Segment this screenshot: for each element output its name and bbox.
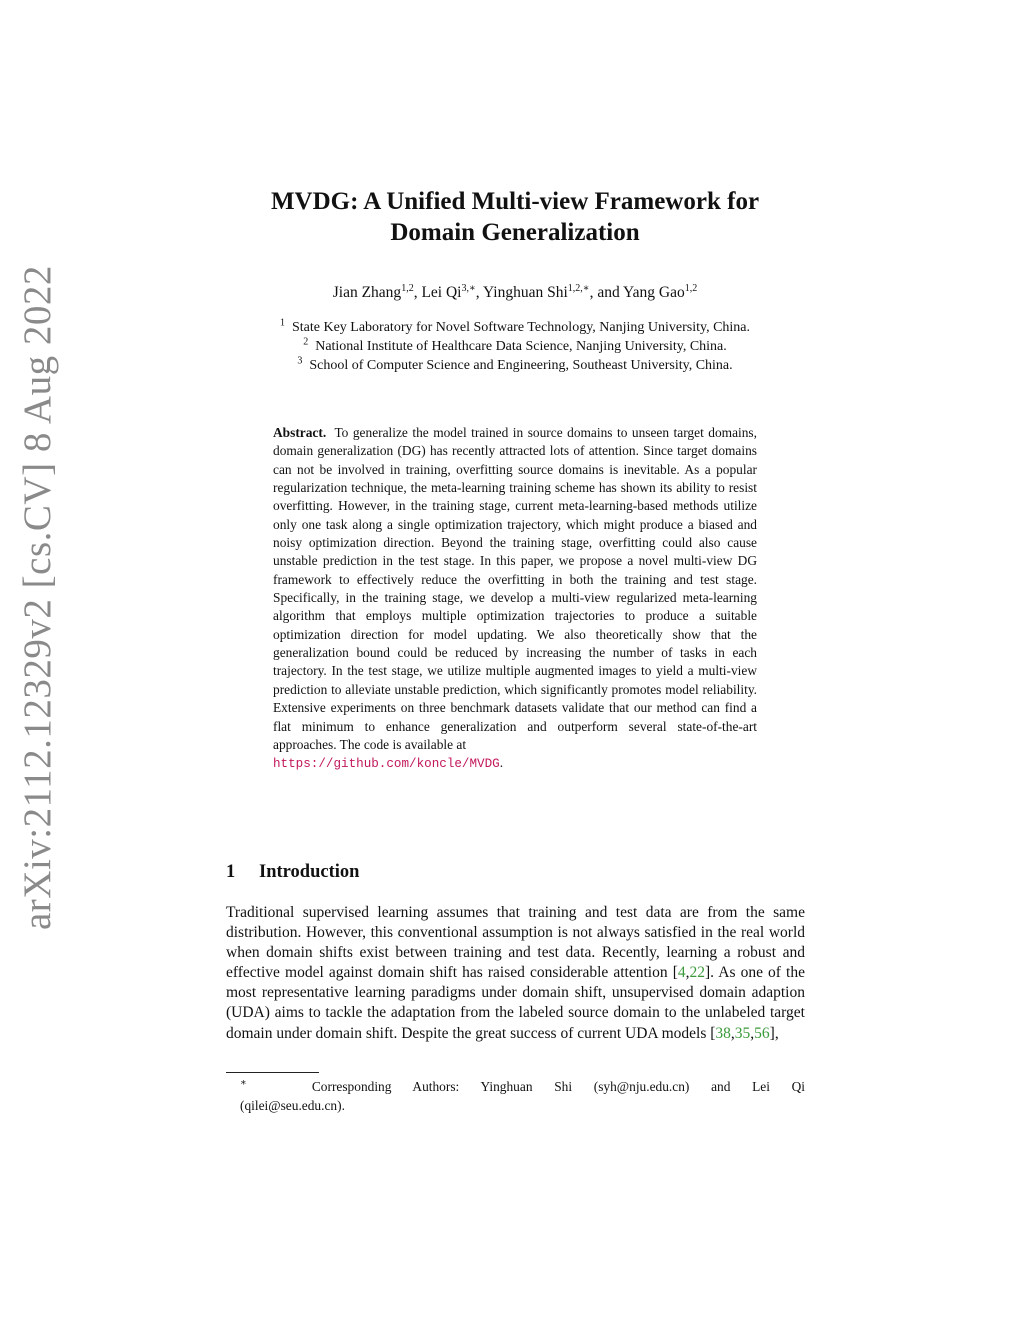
affiliation-number: 2 bbox=[303, 336, 309, 348]
code-repository-link[interactable]: https://github.com/koncle/MVDG bbox=[273, 757, 500, 772]
affiliation-item bbox=[200, 356, 830, 375]
affiliation-text: School of Computer Science and Engineering, Southeast University, China. bbox=[309, 358, 733, 373]
footnote-text: Corresponding Authors: Yinghuan Shi (syh@nju.edu.cn) and Lei Qi bbox=[311, 1079, 805, 1094]
author-name: Yinghuan Shi bbox=[482, 284, 568, 301]
affiliation-number: 1 bbox=[279, 317, 285, 329]
author-affiliation-mark: 3,∗ bbox=[461, 282, 476, 294]
author-name: Lei Qi bbox=[421, 284, 462, 301]
affiliation-list bbox=[200, 318, 830, 375]
author-affiliation-mark: 1,2,∗ bbox=[567, 282, 590, 294]
author-name: Jian Zhang bbox=[332, 284, 402, 301]
abstract-tail: . bbox=[499, 755, 504, 771]
citation-link[interactable]: 56 bbox=[754, 1024, 770, 1042]
author-separator: , and bbox=[589, 284, 624, 301]
footnote-marker: ∗ bbox=[240, 1077, 247, 1089]
affiliation-text: State Key Laboratory for Novel Software Technology, Nanjing University, China. bbox=[291, 320, 751, 335]
citation-link[interactable]: 4 bbox=[677, 964, 686, 982]
affiliation-item bbox=[200, 318, 830, 337]
paragraph-text: Traditional supervised learning assumes that training and test data are from the same distribution. However, this conventional assumption is not always satisfied in the real world when domain shifts exist between training and test data. Recently, learning a robust and effective model against domain shift has raised considerable attention [ bbox=[226, 904, 805, 982]
citation-separator: , bbox=[685, 964, 690, 982]
footnote-divider bbox=[226, 1072, 319, 1073]
footnote-line-2: (qilei@seu.edu.cn). bbox=[240, 1098, 345, 1113]
author-separator: , bbox=[475, 284, 483, 301]
title-line-2: Domain Generalization bbox=[390, 219, 640, 246]
citation-link[interactable]: 35 bbox=[734, 1024, 751, 1042]
citation-separator: , bbox=[750, 1024, 755, 1042]
abstract-label: Abstract. bbox=[273, 425, 327, 440]
author-affiliation-mark: 1,2 bbox=[401, 282, 414, 294]
paper-title bbox=[200, 186, 830, 248]
abstract-text: To generalize the model trained in source domains to unseen target domains, domain generalization (DG) has recently attracted lots of attention. Since target domains can not be involved in training, overfitting source domains is inevitable. As a popular regularization technique, the meta-learning training scheme has shown its ability to resist overfitting. However, in the training stage, current meta-learning-based methods utilize only one task along a single optimization trajectory, which might produce a biased and noisy optimization direction. Beyond the training stage, overfitting could also cause unstable prediction in the test stage. In this paper, we propose a novel multi-view DG framework to effectively reduce the overfitting in both the training and test stage. Specifically, in the training stage, we develop a multi-view regularized meta-learning algorithm that employs multiple optimization trajectories to produce a suitable optimization direction for model updating. We also theoretically show that the generalization bound could be reduced by increasing the number of tasks in each trajectory. In the test stage, we utilize multiple augmented images to yield a multi-view prediction to alleviate unstable prediction, which significantly promotes model reliability. Extensive experiments on three benchmark datasets validate that our method can find a flat minimum to enhance generalization and outperform several state-of-the-art approaches. The code is available at bbox=[273, 425, 757, 752]
author-list bbox=[200, 282, 830, 304]
citation-link[interactable]: 38 bbox=[715, 1024, 731, 1042]
paragraph-text: ], bbox=[769, 1024, 779, 1042]
citation-link[interactable]: 22 bbox=[689, 964, 705, 982]
arxiv-identifier-stamp: arXiv:2112.12329v2 [cs.CV] 8 Aug 2022 bbox=[16, 265, 59, 930]
section-heading-introduction bbox=[226, 860, 359, 884]
author-name: Yang Gao bbox=[623, 284, 685, 301]
affiliation-text: National Institute of Healthcare Data Science, Nanjing University, China. bbox=[315, 339, 727, 354]
abstract-block bbox=[273, 424, 757, 774]
footnote-line-1 bbox=[240, 1077, 805, 1096]
section-title: Introduction bbox=[259, 862, 360, 882]
introduction-paragraph bbox=[226, 903, 805, 1044]
citation-separator: , bbox=[730, 1024, 735, 1042]
section-number: 1 bbox=[226, 862, 236, 882]
affiliation-item bbox=[200, 337, 830, 356]
author-affiliation-mark: 1,2 bbox=[684, 282, 698, 294]
footnote bbox=[240, 1077, 805, 1115]
paragraph-text: ]. As one of the most representative learning paradigms under domain shift, unsupervised domain adaption (UDA) aims to tackle the adaptation from the labeled source domain to the unlabeled target domain under domain shift. Despite the great success of current UDA models [ bbox=[226, 964, 805, 1042]
affiliation-number: 3 bbox=[297, 355, 303, 367]
title-line-1: MVDG: A Unified Multi-view Framework for bbox=[270, 188, 760, 215]
author-separator: , bbox=[413, 284, 422, 301]
